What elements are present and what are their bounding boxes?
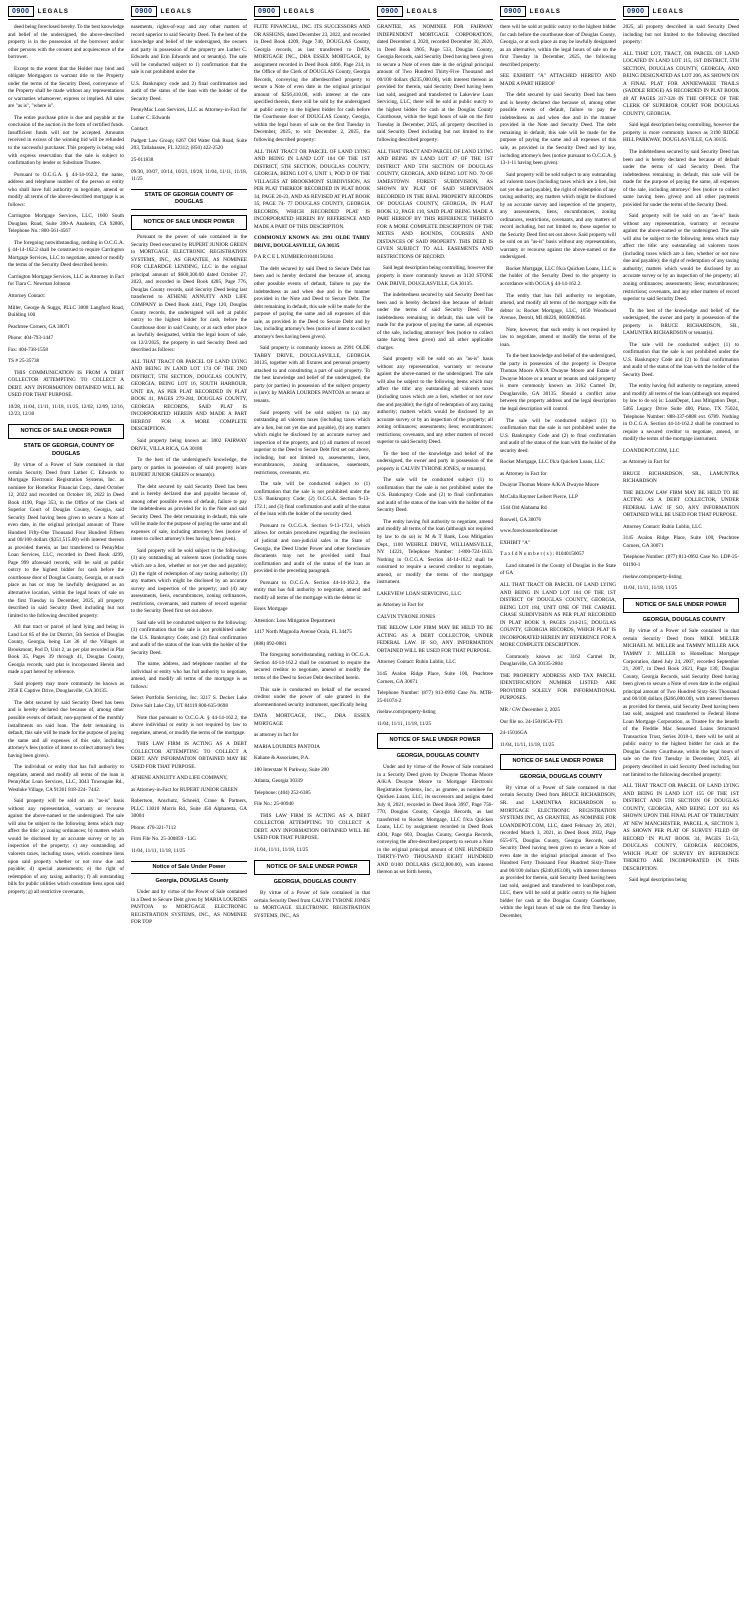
attorney-in-fact: as Attorney in Fact for — [623, 459, 670, 466]
paragraph: To the best of the knowledge and belief of the undersigned, the owner and party in possession of the property is CALVIN TYRONE JONES, or tenant(s). — [377, 450, 493, 472]
property-address: Said legal description being controlling, however the property is more commonly known as 3130 STONE OAK DRIVE, DOUGLASVILLE, GA 30135. — [377, 265, 493, 287]
page-number: 0900 — [254, 6, 280, 17]
paragraph: Under and by virtue of the Power of Sale contained in a Security Deed given by Dwayne Thomas Moore A/K/A Dwayne Moore to Mortgage Electronic Registration Systems, Inc., as grantee, as nominee for Quicken Loans, LLC, its successors and assigns dated July 8, 2021, recorded in Deed Book 3997, Page 756-770, Douglas County, Georgia Records, as last transferred to Rocket Mortgage, LLC f/k/a Quicken Loans, LLC by assignment recorded in Deed Book 4304, Page 603, Douglas County, Georgia Records, conveying the after-described property to secure a Note in the original principal amount of ONE HUNDRED THIRTY-TWO THOUSAND EIGHT HUNDRED AND 0/100 DOLLARS ($132,800.00), with interest thereon as set forth herein, — [377, 763, 493, 876]
paragraph: The sale will be conducted subject to (1) confirmation that the sale is not prohibited under the U.S. Bankruptcy Code; (2) O.C.G.A. Section 9-13-172.1; and (3) final confirmation and audit of the status of the loan with the holder of the security deed. — [254, 481, 370, 518]
website-link[interactable]: riselaw.com/property-listing — [623, 573, 682, 580]
servicer-contact: Select Portfolio Servicing, Inc. 3217 S. Decker Lake Drive Salt Lake City, UT 84119 800-635-9698 — [131, 695, 247, 710]
column-header — [377, 6, 493, 20]
paragraph: The debt secured by said Security Deed has been and is hereby declared due because of, among other possible events of default, failure to pay the indebtedness as and when due and in the manner provided in the Note and Security Deed. The debt remaining in default, this sale will be made for the purpose of paying the same and all expenses of this sale, as provided in the Security Deed and by law, including attorney's fees (notice pursuant to O.C.G.A. § 13-1-11 having been given). — [500, 92, 616, 167]
legal-description: ALL THAT TRACT OR PARCEL OF LAND LYING AND BEING IN LAND LOT 104 OF THE 1ST DISTRICT, 5TH SECTION, DOUGLAS COUNTY, GEORGIA, BEING LOT 6, UNIT 1, POD D OF THE VILLAGES AT BROOKMONT SUBDIVISION, AS PER PLAT THEREOF RECORDED IN PLAT BOOK 34, PAGE 20-23, AND AS REVISED AT PLAT BOOK 35, PAGE 74- 77 DOUGLAS COUNTY, GEORGIA RECORDS, WHICH RECORDED PLAT IS INCORPORATED HEREIN BY REFERENCE AND MADE A PART OF THIS DESCRIPTION. — [254, 148, 370, 230]
law-firm-city: Peachtree Corners, GA 30071 — [8, 323, 70, 330]
property-address: Said legal description being controlling, however the property is more commonly known as 3190 RIDGE HILL PARKWAY, DOUGLASVILLE, GA 30135. — [623, 122, 739, 144]
column-5 — [500, 6, 616, 924]
debt-collector-notice: THE BELOW LAW FIRM MAY BE HELD TO BE ACTING AS A DEBT COLLECTOR, UNDER FEDERAL LAW. IF SO, ANY INFORMATION OBTAINED WILL BE USED FOR THAT PURPOSE. — [623, 489, 739, 519]
notice-heading: NOTICE OF SALE UNDER POWER — [254, 860, 370, 876]
section-label: LEGALS — [160, 8, 193, 15]
contact-label: Contact: — [131, 126, 149, 133]
parcel-number: P A R C E L NUMBER:01040150204 — [254, 254, 333, 261]
notice-heading: NOTICE OF SALE UNDER POWER — [131, 215, 247, 231]
run-dates: 11/04, 11/11, 11/18, 11/25 — [377, 720, 432, 727]
column-header — [623, 6, 739, 20]
page-number: 0900 — [377, 6, 403, 17]
paragraph: Rocket Mortgage, LLC f/k/a Quicken Loans, LLC is the holder of the Security Deed to the property in accordance with OCGA § 44-14-162.2. — [500, 265, 616, 287]
paragraph: FLITE FINANCIAL, INC. ITS SUCCESSORS AND OR ASSIGNS, dated December 23, 2022, and recorded in Deed Book 4209, Page 740, DOUGLAS County, Georgia records, as last transferred to DATA MORTGAGE INC., DBA ESSEX MORTGAGE, by assignment recorded in Deed Book 4466, Page 214, in the Office of the Clerk of DOUGLAS County, Georgia Records, conveying the afterdescribed property to secure a Note of even date in the original principal amount of $256,410.00, with interest at the rate specified therein, there will be sold by the undersigned at public outcry to the highest bidder for cash before the Courthouse door of DOUGLAS County, Georgia, within the legal hours of sale on the first Tuesday in December, 2025, to wit: December 2, 2025, the following described property: — [254, 24, 370, 143]
law-firm-address: Padgett Law Group; 6267 Old Water Oak Road, Suite 203, Tallahassee, FL 32312; (850) 422-2520 — [131, 137, 247, 152]
paragraph: The entire purchase price is due and payable at the conclusion of the auction in the form of certified funds. Insufficient funds will not be accepted. Amounts received in excess of the winning bid will be refunded to the successful purchaser. This property is being sold with express reservation that the sale is subject to confirmation by lender or Substitute Trustee. — [8, 114, 124, 167]
paragraph: Said property will be sold on an "as-is" basis without any representation, warranty or recourse against the above-named or the undersigned. The sale will also be subject to the following items which may affect the title: any outstanding ad valorem taxes (including taxes which are a lien, whether or not now due and payable); the right of redemption of any taxing authority; matters which would be disclosed by an accurate survey or by an inspection of the property; all zoning ordinances; assessments; liens; encumbrances; restrictions; covenants, and any other matters of record superior to said Security Deed. — [623, 213, 739, 303]
paragraph: Said property will be sold on an "as-is" basis without any representation, warranty or recourse against the above-named or the undersigned. The sale will also be subject to the following items which may affect the title: any outstanding ad valorem taxes (including taxes which are a lien, whether or not now due and payable); the right of redemption of any taxing authority; matters which would be disclosed by an accurate survey or by an inspection of the property; all zoning ordinances; assessments; liens; encumbrances; restrictions; covenants, and any other matters of record superior to said Security Deed. — [377, 356, 493, 446]
file-number: File No.: 25-00940 — [254, 801, 294, 808]
legal-description: ALL THAT LOT, TRACT, OR PARCEL OF LAND LOCATED IN LAND LOT 115, 1ST DISTRICT, 5TH SECTION, DOUGLAS COUNTY, GEORGIA, AND BEING DESIGNATED AS LOT 206, AS SHOWN ON A FINAL PLAT FOR ANNIEWAKEE TRAILS (SADDLE RIDGE) AS RECORDED IN PLAT BOOK 40 AT PAGES 317-326 IN THE OFFICE OF THE CLERK OF SUPERIOR COURT FOR DOUGLAS COUNTY, GEORGIA. — [623, 50, 739, 117]
run-dates: 11/04, 11/11, 11/18, 11/25 — [500, 741, 555, 748]
run-dates: 11/04, 11/11, 11/18, 11/25 — [254, 847, 309, 853]
law-firm-fax: Fax: 404-738-1558 — [8, 346, 48, 353]
legal-description: ALL THAT TRACT OR PARCEL OF LAND LYING AND BEING IN LAND LOT 174 OF THE 2ND DISTRICT, 5TH SECTION, DOUGLAS COUNTY, GEORGIA, BEING LOT 16, SOUTH HARBOUR, UNIT IIA, AS PER PLAT RECORDED IN PLAT BOOK 41, PAGES 279-284, DOUGLAS COUNTY, GEORGIA RECORDS, SAID PLAT IS INCORPORATED HEREIN AND MADE A PART HEREOF FOR A MORE COMPLETE DESCRIPTION. — [131, 358, 247, 433]
state-county-heading: GEORGIA, DOUGLAS COUNTY — [273, 879, 357, 886]
state-county-heading: Georgia, DOUGLAS County — [155, 878, 229, 885]
law-firm-city: Atlanta, Georgia 30339 — [254, 778, 303, 785]
paragraph: The foregoing notwithstanding, nothing in O.C.G.A. § 44-14-162.2 shall be construed to require Carrington Mortgage Services, LLC to negotiate, amend or modify the terms of the Security Deed described herein. — [8, 239, 124, 269]
attorney-in-fact: as attorney in fact for — [254, 732, 299, 739]
website-link[interactable]: riselaw.com/property-listing — [377, 709, 436, 716]
section-label: LEGALS — [529, 8, 562, 15]
section-label: LEGALS — [37, 8, 70, 15]
paragraph: The entity having full authority to negotiate, amend and modify all terms of the loan (although not required by law to do so) is: M & T Bank, Loss Mitigation Dept., 1100 WEHRLE DRIVE, WILLIAMSVILLE, NY 14221, Telephone Number: 1-800-724-1633. Nothing in O.C.G.A. Section 44-14-162.2 shall be construed to require a secured creditor to negotiate, amend, or modify the terms of the mortgage instrument. — [377, 518, 493, 586]
column-header — [8, 6, 124, 20]
file-number-short: 24-15016GA — [500, 730, 528, 737]
debt-collector-notice: THIS LAW FIRM IS ACTING AS A DEBT COLLECTOR ATTEMPTING TO COLLECT A DEBT. ANY INFORMATION OBTAINED MAY BE USED FOR THAT PURPOSE. — [131, 741, 247, 770]
notice-heading: NOTICE OF SALE UNDER POWER — [377, 733, 493, 749]
column-6 — [623, 6, 739, 889]
law-firm-phone: Phone: 470-321-7112 — [131, 824, 176, 831]
paragraph: Under and by virtue of the Power of Sale contained in a Deed to Secure Debt given by MARIA LOURDES PANTOJA to MORTGAGE ELECTRONIC REGISTRATION SYSTEMS, INC., AS NOMINEE FOR TOP — [131, 889, 247, 926]
run-dates: 11/04, 11/11, 11/18, 11/25 — [623, 585, 678, 592]
law-firm-city: Roswell, GA 30076 — [500, 516, 542, 523]
paragraph: deed being foreclosed hereby. To the best knowledge and belief of the undersigned, the above-described property is in the possession of the borrower and/or other persons with the consent and acquiescence of the borrower. — [8, 24, 124, 61]
page-number: 0900 — [623, 6, 649, 17]
debt-collector-notice: THE BELOW LAW FIRM MAY BE HELD TO BE ACTING AS A DEBT COLLECTOR, UNDER FEDERAL LAW. IF SO, ANY INFORMATION OBTAINED WILL BE USED FOR THAT PURPOSE. — [377, 625, 493, 654]
state-county-heading: GEORGIA, DOUGLAS COUNTY — [519, 773, 603, 780]
paragraph: Pursuant to O.C.G.A. § 44-14-162.2, the name, address and telephone number of the person or entity who shall have full authority to negotiate, amend or modify all terms of the above-described mortgage is as follows: — [8, 171, 124, 208]
servicer-phone: (888) 892-0881 — [254, 640, 287, 647]
attorney-in-fact: as Attorney-in-Fact for RUPERT JUNIOR GREEN — [131, 786, 238, 793]
file-number: TS # 25-35738 — [8, 358, 40, 365]
attorney-in-fact: PennyMac Loan Services, LLC as Attorney-in-Fact for Luther C. Edwards — [131, 107, 247, 121]
servicer-name: Essex Mortgage — [254, 606, 288, 613]
paragraph: The sale will be conducted subject (1) to confirmation that the sale is not prohibited under the U.S. Bankruptcy Code and (2) to final confirmation and audit of the status of the loan with the holder of the Security Deed. — [623, 341, 739, 378]
column-body-6 — [623, 24, 739, 885]
law-firm-phone: Telephone: (404) 252-6385 — [254, 789, 311, 796]
column-body-3 — [254, 24, 370, 920]
paragraph: easements, rights-of-way and any other matters of record superior to said Security Deed. To the best of the knowledge and belief of the undersigned, the owners and party in possession of the property are Luther C. Edwards and Erin Edwards and or tenant(s). The sale will be conducted subject to 1) confirmation that the sale is not prohibited under the — [131, 24, 247, 76]
section-label: LEGALS — [283, 8, 316, 15]
paragraph: Note, however, that such entity is not required by law to negotiate, amend or modify the terms of the loan. — [500, 326, 616, 348]
paragraph: Pursuant to O.C.G.A. Section 9-13-172.1, which allows for certain procedures regarding the rescission of judicial and non-judicial sales in the State of Georgia, the Deed Under Power and other foreclosure documents may not be provided until final confirmation and audit of the status of the loan as provided in the preceding paragraph. — [254, 522, 370, 575]
website-link[interactable]: www.foreclosurehotline.net — [500, 528, 558, 535]
state-county-heading: STATE OF GEORGIA, COUNTY OF DOUGLAS — [23, 443, 115, 457]
property-address: Said property being known as: 3002 FAIRWAY DRIVE, VILLA RICA, GA 30180 — [131, 438, 247, 452]
paragraph: The entity that has full authority to negotiate, amend, and modify all terms of the mortgage with the debtor is: Rocket Mortgage, LLC, 1050 Woodward Avenue, Detroit, MI 48226, 8005080944. — [500, 292, 616, 322]
run-dates: 10/28, 11/04, 11/11, 11/18, 11/25, 12/02, 12/09, 12/16, 12/23, 12/30 — [8, 403, 124, 418]
law-firm-phone: Telephone Number: (877) 813-0992 Case No. LDP-25-04190-1 — [623, 554, 739, 568]
property-address: Said property may more commonly be known as 2958 E Captive Drive, Douglasville, GA 30135. — [8, 680, 124, 695]
paragraph: Said property will be sold on an "as-is" basis without any representation, warranty or recourse against the above-named or the undersigned. The sale will also be subject to the following items which may affect the title: a) zoning ordinances; b) matters which would be disclosed by an accurate survey or by an inspection of the property; c) any outstanding ad valorem taxes, including taxes, which constitute liens upon said property whether or not now due and payable; d) special assessments; e) the right of redemption of any taxing authority; f) all outstanding bills for public utilities which constitute liens upon said property; g) all restrictive covenants, — [8, 798, 124, 895]
law-firm-name: McCalla Raymer Leibert Pierce, LLP — [500, 493, 578, 500]
column-header — [254, 6, 370, 20]
column-4 — [377, 6, 493, 881]
law-firm-address: 1544 Old Alabama Rd — [500, 505, 547, 512]
holder-name: ATHENE ANNUITY AND LIFE COMPANY, — [131, 775, 228, 782]
borrower-name: MARIA LOURDES PANTOJA — [254, 743, 321, 750]
paragraph: This sale is conducted on behalf of the secured creditor under the power of sale granted in the aforementioned security instrument, specifically being — [254, 686, 370, 708]
property-address: COMMONLY KNOWN AS: 2991 OLDE TABBY DRIVE, DOUGLASVILLE, GA 30135 — [254, 235, 370, 249]
state-county-heading: GEORGIA, DOUGLAS COUNTY — [396, 752, 480, 759]
paragraph: Said property is commonly known as 2991 OLDE TABBY DRIVE, DOUGLASVILLE, GEORGIA 30135, together with all fixtures and personal property attached to and constituting a part of said property. To the best knowledge and belief of the undersigned, the party (or parties) in possession of the subject property is (are): by MARIA LOURDES PANTOJA or tenant or tenants. — [254, 345, 370, 404]
holder-name: DATA MORTGAGE, INC., DBA ESSEX MORTGAGE — [254, 713, 370, 727]
paragraph: 2025, all property described in said Security Deed including but not limited to the following described property: — [623, 24, 739, 46]
paragraph: To the best of the knowledge and belief of the undersigned, the owner and party in possession of the property is BRUCE RICHARDSON, SR., LAMUNTRA RICHARDSON or tenant(s). — [623, 307, 739, 337]
paragraph: there will be sold at public outcry to the highest bidder for cash before the courthouse door of Douglas County, Georgia, or at such place as may be lawfully designated as an alternative, within the legal hours of sale on the first Tuesday in December, 2025, the following described property: — [500, 24, 616, 68]
column-header — [500, 6, 616, 20]
exhibit-reference: SEE EXHIBIT "A" ATTACHED HERETO AND MADE A PART HEREOF — [500, 73, 616, 87]
paragraph: To the best of the undersigned's knowledge, the party or parties in possession of said property is/are RUPERT JUNIOR GREEN or tenant(s). — [131, 457, 247, 479]
paragraph: The debt secured by said Security Deed has been and is hereby declared due and payable because of, among other possible events of default, failure to pay the indebtedness as provided for in the Note and said Security Deed. The debt remaining in default, this sale will be made for the purpose of paying the same and all expenses of sale, including attorney's fees (notice of intent to collect attorney's fees having been given). — [131, 483, 247, 543]
attorney-in-fact: as Attorney in Fact for — [377, 602, 424, 609]
run-dates: 09/30, 10/07, 10/14, 10/21, 10/28, 11/04, 11/11, 11/18, 11/25 — [131, 168, 247, 183]
paragraph: The debt secured by said Security Deed has been and is hereby declared due because of, among other possible events of default, non-payment of the monthly installments on said loan. The debt remaining in default, this sale will be made for the purpose of paying the same and all expenses of this sale, including attorney's fees (notice of intent to collect attorney's fees having been given). — [8, 699, 124, 759]
column-body-4 — [377, 24, 493, 877]
paragraph: By virtue of a Power of Sale contained in that certain Security Deed from MIKE MILLER MICHAEL M. MILLER and TAMMY MILLER AKA TAMMY J. MILLER to HomeBanc Mortgage Corporation, dated July 24, 2007, recorded September 21, 2007, in Deed Book 2621, Page 130, Douglas County, Georgia Records, said Security Deed having been given to secure a Note of even date in the original principal amount of Two Hundred Sixty-Six Thousand and 00/100 dollars ($266,000.00), with interest thereon as provided for therein, said Security Deed having been last sold, assigned and transferred to Federal Home Loan Mortgage Corporation, as Trustee for the benefit of the Freddie Mac Seasoned Loans Structured Transaction Trust, Series 2018-1, there will be sold at public outcry to the highest bidder for cash at the Douglas County Courthouse, within the legal hours of sale on the first Tuesday in December, 2025, all property described in said Security Deed including but not limited to the following described property: — [623, 628, 739, 778]
servicer-department: Attention: Loss Mitigation Department — [254, 617, 336, 624]
columns-container — [8, 6, 748, 931]
paragraph: The foregoing notwithstanding, nothing in OC.G.A. Section 44-14-162.2 shall be construed to require the secured creditor to negotiate, amend or modify the terms of the Deed to Secure Debt described herein. — [254, 652, 370, 681]
borrower-name: Dwayne Thomas Moore A/K/A Dwayne Moore — [500, 482, 599, 489]
law-firm-address: 180 Interstate N Parkway, Suite 200 — [254, 766, 329, 773]
borrower-name: CALVIN TYRONE JONES — [377, 613, 436, 620]
legal-description: All that tract or parcel of land lying and being in Land Lot 85 of the 1st District, 5th Section of Douglas County, Georgia, being Lot 36 of the Villages at Brookmont, Pod D, Unit 2, as per plat recorded in Plat Book 35, Pages 39 through 41, Douglas County, Georgia records, said plat is incorporated Herein and made a part hereof by reference. — [8, 624, 124, 676]
attorney-in-fact: Carrington Mortgage Services, LLC as Attorney in Fact for Tiara C. Newman Johnson — [8, 273, 124, 288]
paragraph: GRANTEE, AS NOMINEE FOR FAIRWAY INDEPENDENT MORTGAGE CORPORATION, dated December 4, 2020, recorded December 30, 2020, in Deed Book 3905, Page 533, Douglas County, Georgia Records, said Security Deed having been given to secure a Note of even date in the original principal amount of Two Hundred Thirty-Five Thousand and 00/100 dollars ($235,000.00), with interest thereon as provided for therein, said Security Deed having been last sold, assigned and transferred to Lakeview Loan Servicing, LLC, there will be sold at public outcry to the highest bidder for cash at the Douglas County Courthouse, within the legal hours of sale on the first Tuesday in December, 2025, all property described in said Security Deed including but not limited to the following described property: — [377, 24, 494, 143]
page-number: 0900 — [500, 6, 526, 17]
exhibit-heading: EXHIBIT "A" — [500, 539, 530, 546]
notice-heading: NOTICE OF SALE UNDER POWER — [8, 424, 124, 440]
law-firm-phone: Phone: 404-793-1447 — [8, 335, 54, 342]
column-body-1 — [8, 24, 124, 896]
paragraph: The debt secured by said Deed to Secure Debt has been and is hereby declared due because of, among other possible events of default, failure to pay the indebtedness as and when due and in the manner provided in the Note and Deed to Secure Debt. The debt remaining in default, this sale will be made for the purpose of paying the same and all expenses of this sale, as provided in the Deed to Secure Debt and by law, including attorney's fees (notice of intent to collect attorney's fees having been given). — [254, 265, 370, 340]
paragraph: The indebtedness secured by said Security Deed has been and is hereby declared due because of default under the terms of said Security Deed. The indebtedness remaining in default, this sale will be made for the purpose of paying the same, all expenses of the sale, including attorneys' fees (notice to collect same having been given) and all other payments provided for under the terms of the Security Deed. — [623, 148, 739, 208]
paragraph: By virtue of a Power of Sale contained in that certain Security Deed from BRUCE RICHARDSON, SR. and LAMUNTRA RICHARDSON to MORTGAGE ELECTRONIC REGISTRATION SYSTEMS INC, AS GRANTEE, AS NOMINEE FOR LOANDEPOT.COM, LLC, dated February 26, 2021, recorded March 3, 2021, in Deed Book 3932, Page 655-675, Douglas County, Georgia Records, said Security Deed having been given to secure a Note of even date in the original principal amount of Two Hundred Forty Thousand Four Hundred Sixty-Three and 00/100 dollars ($240,463.00), with interest thereon as provided for therein, said Security Deed having been last sold, assigned and transferred to loanDepot.com, LLC, there will be sold at public outcry to the highest bidder for cash at the Douglas County Courthouse, within the legal hours of sale on the first Tuesday in December, — [500, 784, 616, 919]
state-county-heading: STATE OF GEORGIA COUNTY OF DOUGLAS — [131, 189, 247, 210]
page-number: 0900 — [8, 6, 34, 17]
holder-name: LAKEVIEW LOAN SERVICING, LLC — [377, 590, 461, 597]
section-label: LEGALS — [652, 8, 685, 15]
file-number: Firm File No. 25-300859 - LiG — [131, 836, 196, 843]
law-firm-address: 3145 Avalon Ridge Place, Suite 100, Peachtree Corners, GA 30071 — [623, 535, 739, 549]
paragraph: Pursuant to O.C.G.A. Section 44-14-162.2, the entity that has full authority to negotiate, amend and modify all terms of the mortgage with the debtor is: — [254, 579, 370, 601]
paragraph: By virtue of a Power of Sale contained in that certain Security Deed from CALVIN TYRONE JONES to MORTGAGE ELECTRONIC REGISTRATION SYSTEMS, INC., AS — [254, 890, 370, 919]
property-address: Commonly known as: 3162 Carmel Dr, Douglasville, GA 30135-2804 — [500, 653, 616, 668]
debt-collector-notice: THIS LAW FIRM IS ACTING AS A DEBT COLLECTOR ATTEMPTING TO COLLECT A DEBT. ANY INFORMATION OBTAINED WILL BE USED FOR THAT PURPOSE. — [254, 812, 370, 842]
paragraph: Said property will be sold subject to (a) any outstanding ad valorem taxes (including taxes which are a lien, but not yet due and payable), (b) any matters which might be disclosed by an accurate survey and inspection of the property, and (c) all matters of record superior to the Deed to Secure Debt first set out above, including, but not limited to, assessments, liens, encumbrances, zoning ordinances, easements, restrictions, covenants, etc. — [254, 409, 370, 476]
holder-name: LOANDEPOT.COM, LLC — [623, 447, 680, 454]
paragraph: Said legal description being — [629, 877, 687, 884]
attorney-in-fact: as Attorney in Fact for — [500, 470, 547, 477]
column-header — [131, 6, 247, 20]
paragraph: Land situated in the County of Douglas in the State of GA — [500, 562, 616, 577]
servicer-address: 1417 North Magnolia Avenue Ocala, FL 34475 — [254, 629, 352, 636]
paragraph: Said property will be sold subject to the following: (1) any outstanding ad valorem taxes (including taxes which are a lien, whether or not yet due and payable); (2) the right of redemption of any taxing authority; (3) any matters which might be disclosed by an accurate survey and inspection of the property; and (4) any assessments, liens, encumbrances, zoning ordinances, restrictions, covenants, and matters of record superior to the Security Deed first set out above. — [131, 547, 247, 615]
law-firm-name: Kahane & Associates, P.A. — [254, 755, 310, 762]
informational-notice: THE PROPERTY ADDRESS AND TAX PARCEL IDENTIFICATION NUMBER LISTED ARE PROVIDED SOLELY FOR INFORMATIONAL PURPOSES. — [500, 672, 616, 702]
file-number: 25-011838 — [131, 156, 154, 163]
notice-heading: NOTICE OF SALE UNDER POWER — [500, 754, 616, 770]
page-number: 0900 — [131, 6, 157, 17]
holder-name: Rocket Mortgage, LLC f/k/a Quicken Loans, LLC — [500, 459, 605, 466]
law-firm-phone: Telephone Number: (877) 813-0992 Case No. MTB-25-01074-2 — [377, 690, 493, 704]
paragraph: To the best knowledge and belief of the undersigned, the party in possession of the property is Dwayne Thomas Moore A/K/A Dwayne Moore and Estate of Dwayne Moore or a tenant or tenants and said property is more commonly known as 3162 Carmel Dr, Douglasville, GA 30135. Should a conflict arise between the property address and the legal description the legal description will control. — [500, 353, 616, 412]
column-2 — [131, 6, 247, 931]
contact-block: Carrington Mortgage Services, LLC, 1600 South Douglass Road, Suite 200-A Anaheim, CA 92806, Telephone No.: 800-561-4567 — [8, 213, 124, 235]
paragraph: The sale will be conducted subject (1) to confirmation that the sale is not prohibited under the U.S. Bankruptcy Code and (2) to final confirmation and audit of the status of the loan with the holder of the security deed. — [500, 417, 616, 454]
attorney-contact-label: Attorney Contact: — [8, 293, 46, 299]
paragraph: The entity having full authority to negotiate, amend and modify all terms of the loan (although not required by law to do so) is: LoanDepot, Loss Mitigation Dept., 5465 Legacy Drive Suite 400, Plano, TX 75024, Telephone Number: 888-337-6888 ext. 6789. Nothing in O.C.G.A. Section 44-14-162.2 shall be construed to require a secured creditor to negotiate, amend, or modify the terms of the mortgage instrument. — [623, 383, 739, 443]
law-firm-address: 3145 Avalon Ridge Place, Suite 100, Peachtree Corners, GA 30071 — [377, 670, 493, 685]
column-3 — [254, 6, 370, 924]
legal-description: ALL THAT TRACT AND PARCEL OF LAND LYING AND BEING IN LAND LOT 47 OF THE 1ST DISTRICT AND 5TH SECTION OF DOUGLAS COUNTY, GEORGIA, AND BEING LOT NO. 70 OF JAMESTOWN FOREST SUBDIVISION, AS SHOWN BY PLAT OF SAID SUBDIVISION RECORDED IN THE REAL PROPERTY RECORDS OF DOUGLAS COUNTY, GEORGIA, IN PLAT BOOK 12, PAGE 110, SAID PLAT BEING MADE A PART HEREOF BY THIS REFERENCE THERETO FOR A MORE COMPLETE DESCRIPTION OF THE METES AND BOUNDS, COURSES AND DISTANCES OF SAID PROPERTY. THIS DEED IS GIVEN SUBJECT TO ALL EASEMENTS AND RESTRICTIONS OF RECORD. — [377, 148, 493, 260]
run-dates: 11/04, 11/11, 11/18, 11/25 — [131, 847, 186, 854]
borrower-name: BRUCE RICHARDSON, SR., LAMUNTRA RICHARDSON — [623, 470, 739, 485]
paragraph: Note that pursuant to O.C.G.A. § 44-14-162.2, the above individual or entity is not required by law to negotiate, amend, or modify the terms of the mortgage. — [131, 714, 247, 736]
paragraph: Said property will be sold subject to any outstanding ad valorem taxes (including taxes which are a lien, but not yet due and payable), the right of redemption of any taxing authority, any matters which might be disclosed by an accurate survey and inspection of the property, any assessments, liens, encumbrances, zoning ordinances, restrictions, covenants, and any matters of record including, but not limited to, those superior to the Security Deed first set out above. Said property will be sold on an "as-is" basis without any representation, warranty or recourse against the above-named or the undersigned. — [500, 171, 616, 261]
paragraph: The name, address, and telephone number of the individual or entity who has full authority to negotiate, amend, and modify all terms of the mortgage is as follows: — [131, 661, 247, 690]
column-body-5 — [500, 24, 616, 920]
tax-id-number: T a x I d N u m b e r ( s ) : 01040150057 — [500, 551, 585, 558]
notice-heading: Notice of Sale Under Power — [131, 861, 247, 875]
state-county-heading: GEORGIA, DOUGLAS COUNTY — [642, 617, 726, 624]
column-body-2 — [131, 24, 247, 927]
attorney-contact: Attorney Contact: Rubin Lublin, LLC — [377, 659, 456, 666]
sale-date-reference: MR / GW December 2, 2025 — [500, 706, 561, 713]
column-1 — [8, 6, 124, 900]
debt-collector-notice: THIS COMMUNICATION IS FROM A DEBT COLLECTOR ATTEMPTING TO COLLECT A DEBT. ANY INFORMATION OBTAINED WILL BE USED FOR THAT PURPOSE. — [8, 369, 124, 399]
section-label: LEGALS — [406, 8, 439, 15]
paragraph: By virtue of a Power of Sale contained in that certain Security Deed from Luther C. Edwards to Mortgage Electronic Registration Systems, Inc. as nominee for HomeStar Financial Corp., dated October 12, 2022 and recorded on October 18, 2022 in Deed Book 4190, Page 353, in the Office of the Clerk of Superior Court of Douglas County, Georgia, said Security Deed having been given to secure a Note of even date, in the original principal amount of Three Hundred Fifty-One Thousand Four Hundred Fifteen and 00/100 dollars ($351,515.00) with interest thereon as provided therein, as last transferred to PennyMac Loan Services, LLC, recorded in Deed Book 4299, Page 999 aforesaid records, will be sold at public outcry to the highest bidder for cash before the courthouse door of Douglas County, Georgia, or at such place as has or may be lawfully designated as an alternative location, within the legal hours of sale on the first Tuesday in December, 2025, all property described in said Security Deed including but not limited to the following described property: — [8, 461, 124, 619]
paragraph: The individual or entity that has full authority to negotiate, amend and modify all terms of the loan is PennyMac Loan Services, LLC, 3043 Townsgate Rd., Westlake Village, CA 91361 818-224- 7442. — [8, 764, 124, 793]
paragraph: The indebtedness secured by said Security Deed has been and is hereby declared due because of default under the terms of said Security Deed. The indebtedness remaining in default, this sale will be made for the purpose of paying the same, all expenses of the sale, including attorneys' fees (notice to collect same having been given) and all other applicable charges. — [377, 292, 493, 351]
law-firm-address: Miller, George & Suggs, PLLC 3000 Langford Road, Building 100 — [8, 304, 124, 319]
legal-description: ALL THAT TRACT OR PARCEL OF LAND LYING AND BEING IN LAND LOT 104 OF THE 1ST DISTRICT OF DOUGLAS COUNTY, GEORGIA, BEING LOT 184, UNIT ONE OF THE CARMEL CHASE SUBDIVISION AS PER PLAT RECORDED IN PLAT BOOK 9, PAGES 214-215, DOUGLAS COUNTY, GEORGIA RECORDS, WHICH PLAT IS INCORPORATED HEREIN BY REFERENCE FOR A MORE COMPLETE DESCRIPTION. — [500, 582, 616, 649]
attorney-contact: Attorney Contact: Rubin Lublin, LLC — [623, 523, 702, 530]
notice-heading: NOTICE OF SALE UNDER POWER — [623, 598, 739, 614]
paragraph: The sale will be conducted subject (1) to confirmation that the sale is not prohibited under the U.S. Bankruptcy Code and (2) to final confirmation and audit of the status of the loan with the holder of the Security Deed. — [377, 477, 493, 514]
paragraph: U.S. Bankruptcy code and 2) final confirmation and audit of the status of the loan with the holder of the Security Deed. — [131, 80, 247, 102]
paragraph: Except to the extent that the Holder may bind and obligate Mortgagors to warrant title to the Property under the terms of the Security Deed, conveyance of the Property shall be made without any representations or warranties whatsoever, express or implied. All sales are "as is", "where is". — [8, 65, 124, 110]
law-firm-address: Robertson, Anschutz, Schneid, Crane & Partners, PLLC 13010 Morris Rd., Suite 450 Alpharetta, GA 30004 — [131, 798, 247, 820]
paragraph: Pursuant to the power of sale contained in the Security Deed executed by RUPERT JUNIOR GREEN to MORTGAGE ELECTRONIC REGISTRATION SYSTEMS, INC., AS GRANTEE, AS NOMINEE FOR CLEARDGE LENDING, LLC in the original principal amount of $600,300.00 dated October 27, 2023, and recorded in Deed Book 4285, Page 776, Douglas County records, said Security Deed being last transferred to ATHENE ANNUITY AND LIFE COMPANY in Deed Book 4441, Page 120, Douglas County records, the undersigned will sell at public outcry to the highest bidder for cash, before the Courthouse door in said County, or at such other place as lawfully designated, within the legal hours of sale, on 12/2/2025, the property in said Security Deed and described as follows: — [131, 234, 247, 354]
file-number: Our file no. 24-15016GA-FT1 — [500, 718, 564, 725]
legal-description: ALL THAT TRACT OR PARCEL OF LAND LYING AND BEING IN LAND LOT 155 OF THE 1ST DISTRICT AND 5TH SECTION OF DOUGLAS COUNTY, GEORGIA, AND BEING LOT 161 AS SHOWN UPON THE FINAL PLAT OF TRIBUTARY AT NEW MANCHESTER, PARCEL A, SECTION 3, AS SHOWN PER PLAT OF SURVEY FILED OF RECORD IN PLAT BOOK 34, PAGES 51-53, DOUGLAS COUNTY, GEORGIA RECORDS, WHICH PLAT OF SURVEY BY REFERENCE THERETO ARE INCORPORATED IN THIS DESCRIPTION. — [623, 783, 739, 872]
paragraph: Said sale will be conducted subject to the following: (1) confirmation that the sale is not prohibited under the U.S. Bankruptcy Code; and (2) final confirmation and audit of the status of the loan with the holder of the Security Deed. — [131, 619, 247, 656]
